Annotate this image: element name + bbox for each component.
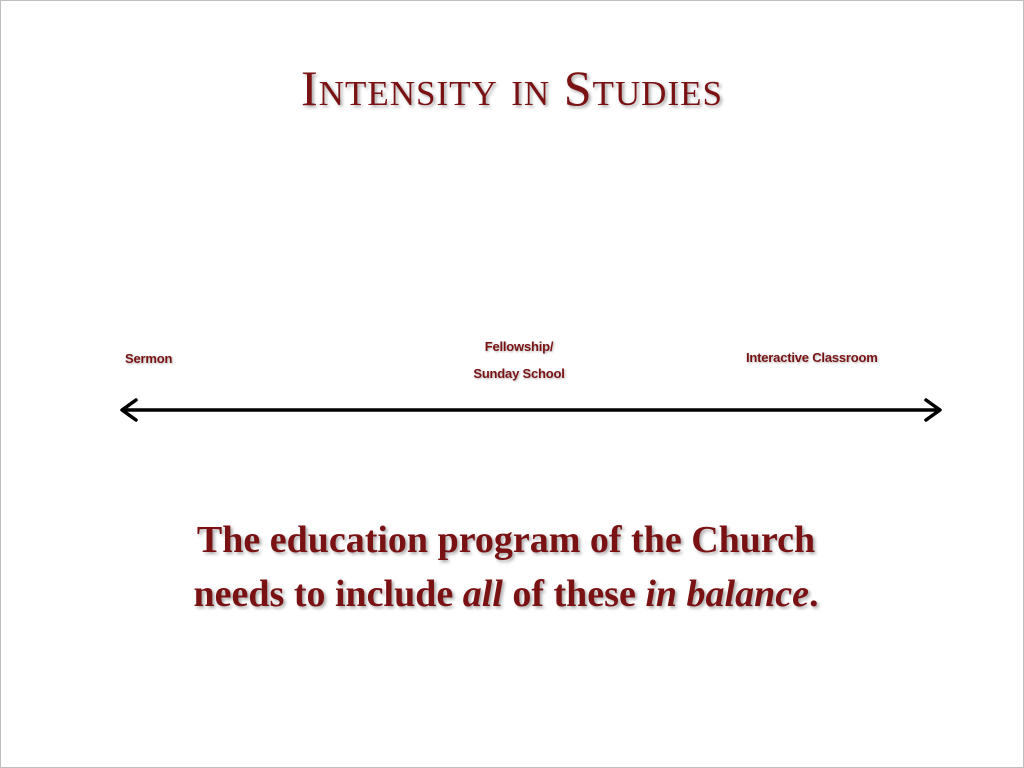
message-emphasis-all: all bbox=[462, 573, 503, 615]
summary-message bbox=[181, 513, 831, 621]
spectrum-left-label: Sermon bbox=[125, 351, 173, 366]
spectrum-middle-label-line1: Fellowship/ bbox=[484, 339, 554, 354]
message-part3: . bbox=[808, 573, 819, 615]
slide-title: Intensity in Studies bbox=[301, 60, 723, 116]
message-part2: of these bbox=[502, 573, 646, 615]
message-part1: The education program of the Church needs to include bbox=[193, 519, 816, 615]
spectrum-middle-label-line2: Sunday School bbox=[473, 366, 565, 381]
spectrum-right-label: Interactive Classroom bbox=[746, 350, 878, 365]
message-emphasis-in-balance: in balance bbox=[645, 573, 809, 615]
spectrum-middle-label bbox=[419, 333, 619, 387]
double-arrow-icon bbox=[116, 397, 946, 423]
